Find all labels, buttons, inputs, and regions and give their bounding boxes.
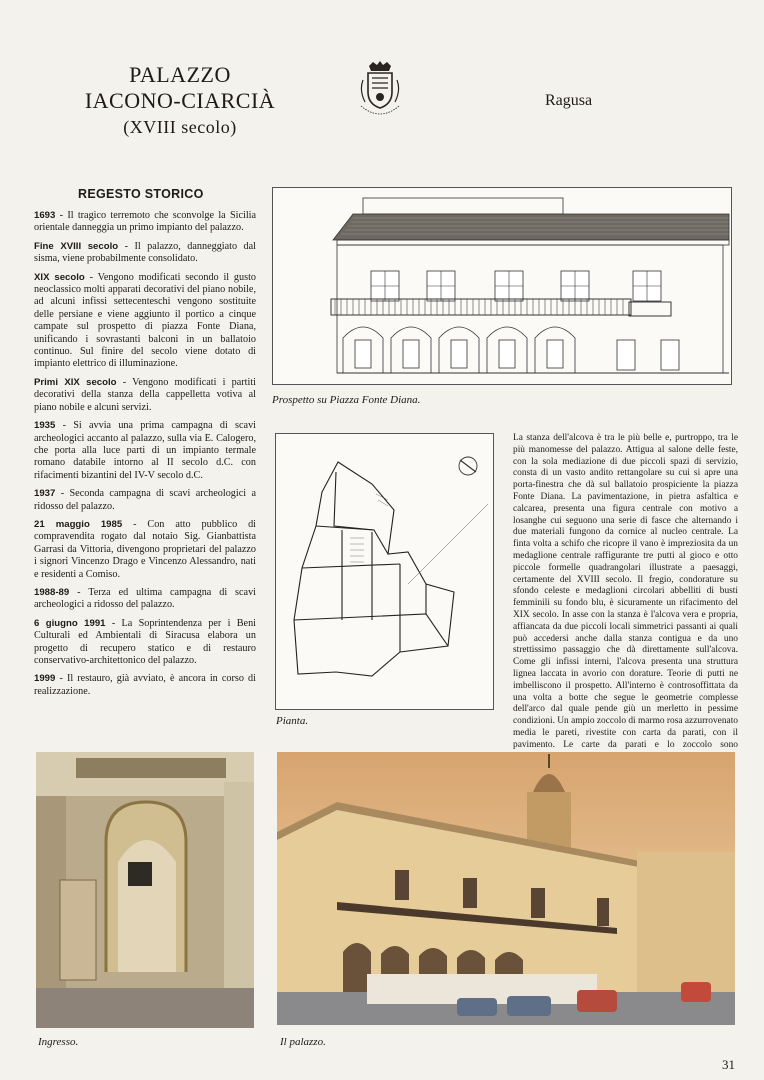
coat-of-arms-icon [355, 60, 405, 126]
entry-text: - Con atto pubblico di compravendita rogato dal notaio Sig. Gianbattista Garrasi da Vittoria, divengono proprietari del palazzo i signori Vincenzo Drago e Vincenzo Alessandro, nati e residenti a Comiso. [34, 518, 256, 580]
regesto-entry [34, 210, 256, 235]
alcova-description: La stanza dell'alcova è tra le più belle e, purtroppo, tra le più manomesse del palazzo. Attigua al salone delle feste, con la sola mediazione di due piccoli spazi di servizio, consta di un vasto andito rettangolare su cui si apre una porta-finestra che dà sul ballatoio prospiciente la piazza Fonte Diana. La pavimentazione, in pietra asfaltica e calcarea, presenta una figura centrale con motivo a losanghe cui seguono una serie di fasce che alternando i due materiali fungono da cornice al nucleo centrale. La finta volta a schifo che ricopre il vano è impreziosita da un medaglione centrale raffigurante tre putti al gioco e otto piccole formelle quadrangolari illustrate a paesaggi, certamente del XVIII secolo. Il fregio, condorature su sfondo celeste e medaglioni circolari abbelliti di busti femminili su fondo blu, è sicuramente un rifacimento del XIX secolo. In asse con la stanza è l'alcova vera e propria, affiancata da due piccoli locali simmetrici passanti ai quali può accedersi anche dalla stanza contigua e da uno strettissimo passaggio che dà direttamente sull'alcova. Come gli infissi interni, l'alcova presenta una struttura lignea laccata in avorio con dorature. Teorie di putti ne imbelliscono il prospetto. All'interno è controsoffittata da una volta a botte che segue le geometrie complesse dell'arco dal quale pende giù un merletto in pessime condizioni. Un ampio zoccolo di marmo rosa azzurrovenato media le pareti, rivestite con carta da parati, con il pavimento. Le carte da parati e lo zoccolo sono [513, 433, 738, 750]
regesto-entry [34, 587, 256, 612]
page-number: 31 [722, 1057, 735, 1072]
entry-date: 21 maggio 1985 [34, 518, 123, 530]
entry-date: Primi XIX secolo [34, 376, 117, 388]
page-title [60, 62, 300, 140]
entry-text: - Il restauro, già avviato, è ancora in corso di realizzazione. [34, 673, 256, 697]
palazzo-photo [277, 752, 735, 1025]
entry-date: 6 giugno 1991 [34, 617, 106, 629]
entry-text: - La Soprintendenza per i Beni Culturali ed Ambientali di Siracusa elabora un progetto di recupero statico e di restauro conservativo-architettonico del palazzo. [34, 617, 256, 666]
regesto-entry [34, 488, 256, 513]
facade-elevation-drawing [272, 187, 732, 385]
title-subtitle: (XVIII secolo) [123, 117, 237, 137]
entry-text: - Vengono modificati i partiti decorativi della stanza della cappelletta votiva al piano nobile e alcuni servizi. [34, 376, 256, 413]
entry-text: - Seconda campagna di scavi archeologici a ridosso del palazzo. [34, 488, 256, 512]
entry-date: 1935 [34, 420, 56, 432]
entry-text: - Terza ed ultima campagna di scavi archeologici a ridosso del palazzo. [34, 586, 256, 611]
section-heading: REGESTO STORICO [78, 187, 204, 201]
regesto-entry [34, 272, 256, 371]
entry-text: - Vengono modificati secondo il gusto neoclassico molti apparati decorativi del piano nobile, ad alcuni infissi settecenteschi vengono sostituite delle persiane e viene aggiunto il portico a cinque campate sul prospetto di piazza Fonte Diana, unificando i sovrastanti balconi in un ballatoio continuo. Sul finire del secolo viene dotato di impianto elettrico di illuminazione. [34, 271, 256, 370]
entry-date: 1999 [34, 673, 56, 685]
regesto-entry [34, 673, 256, 698]
regesto-list [34, 210, 256, 704]
regesto-entry [34, 241, 256, 266]
title-line-1: PALAZZO [129, 62, 231, 87]
pianta-caption: Pianta. [276, 715, 309, 727]
entry-date: XIX secolo [34, 271, 85, 283]
regesto-entry [34, 377, 256, 414]
city-name: Ragusa [545, 92, 593, 109]
palazzo-caption: Il palazzo. [280, 1036, 326, 1048]
entry-date: 1937 [34, 488, 56, 500]
ingresso-caption: Ingresso. [38, 1036, 79, 1048]
title-line-2: IACONO-CIARCIÀ [84, 88, 276, 113]
prospetto-caption: Prospetto su Piazza Fonte Diana. [272, 394, 421, 406]
entry-date: 1693 [34, 210, 56, 221]
floor-plan-drawing [275, 433, 494, 710]
regesto-entry [34, 519, 256, 581]
entry-date: Fine XVIII secolo [34, 240, 119, 252]
regesto-entry [34, 618, 256, 668]
entry-date: 1988-89 [34, 586, 70, 598]
entry-text: - Il palazzo, danneggiato dal sisma, viene probabilmente consolidato. [34, 240, 256, 265]
entry-text: - Il tragico terremoto che sconvolge la Sicilia orientale danneggia un primo impianto del palazzo. [34, 210, 256, 234]
regesto-entry [34, 420, 256, 482]
entrance-photo [36, 752, 254, 1028]
entry-text: - Si avvia una prima campagna di scavi archeologici accanto al palazzo, sulla via E. Calogero, che porta alla luce parti di un impianto termale romano databile intorno al II secolo d.C. con rifacimenti bizantini del IV-V secolo d.C. [34, 420, 256, 481]
